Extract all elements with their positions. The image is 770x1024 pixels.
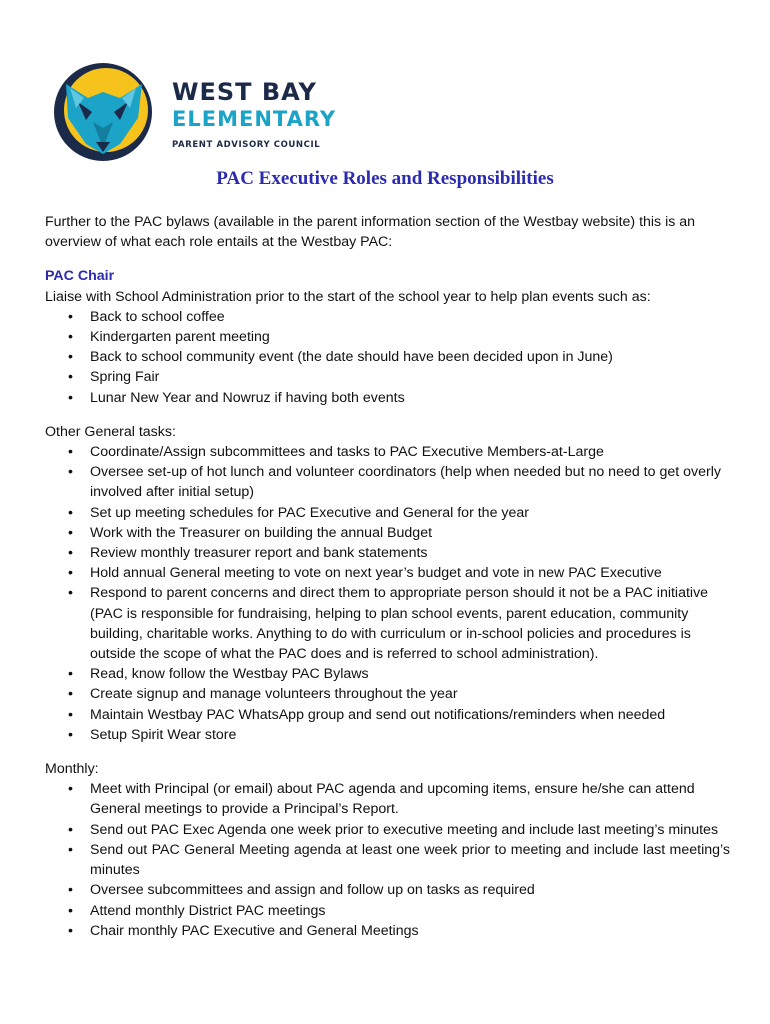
wolf-emblem-icon xyxy=(48,62,158,162)
logo-wordmark xyxy=(172,78,362,152)
list-item: • Attend monthly District PAC meetings xyxy=(90,901,730,921)
monthly-list xyxy=(45,779,730,941)
list-item: • Lunar New Year and Nowruz if having both events xyxy=(90,388,730,408)
list-item: • Coordinate/Assign subcommittees and tasks to PAC Executive Members-at-Large xyxy=(90,442,730,462)
list-item: • Maintain Westbay PAC WhatsApp group and send out notifications/reminders when needed xyxy=(90,705,730,725)
school-logo xyxy=(48,62,348,162)
list-item: • Review monthly treasurer report and bank statements xyxy=(90,543,730,563)
list-item: • Send out PAC Exec Agenda one week prior to executive meeting and include last meeting’s minutes xyxy=(90,820,730,840)
list-item: • Back to school coffee xyxy=(90,307,730,327)
pac-chair-events-list xyxy=(45,307,730,408)
list-item: • Meet with Principal (or email) about PAC agenda and upcoming items, ensure he/she can attend General meetings to provide a Principal’s Report. xyxy=(90,779,730,819)
list-item: • Oversee set-up of hot lunch and volunteer coordinators (help when needed but no need to get overly involved after initial setup) xyxy=(90,462,730,502)
list-item: • Back to school community event (the date should have been decided upon in June) xyxy=(90,347,730,367)
list-item: • Oversee subcommittees and assign and follow up on tasks as required xyxy=(90,880,730,900)
general-tasks-list xyxy=(45,442,730,745)
intro-paragraph: Further to the PAC bylaws (available in the parent information section of the Westbay website) this is an overview of what each role entails at the Westbay PAC: xyxy=(45,214,696,251)
page-title: PAC Executive Roles and Responsibilities xyxy=(216,168,554,189)
list-item: • Hold annual General meeting to vote on next year’s budget and vote in new PAC Executive xyxy=(90,563,730,583)
list-item: • Work with the Treasurer on building the annual Budget xyxy=(90,523,730,543)
monthly-lead: Monthly: xyxy=(45,761,99,778)
list-item: • Send out PAC General Meeting agenda at least one week prior to meeting and include last meeting’s minutes xyxy=(90,840,730,880)
list-item: • Respond to parent concerns and direct them to appropriate person should it not be a PAC initiative (PAC is responsible for fundraising, helping to plan school events, parent education, community building, charitable works. Anything to do with curriculum or in-school policies and procedures is outside the scope of what the PAC does and is referred to school administration). xyxy=(90,583,730,664)
pac-chair-lead: Liaise with School Administration prior to the start of the school year to help plan events such as: xyxy=(45,288,651,305)
document-body xyxy=(45,212,730,955)
logo-name-line1: WEST BAY xyxy=(172,78,317,106)
list-item: • Create signup and manage volunteers throughout the year xyxy=(90,684,730,704)
list-item: • Read, know follow the Westbay PAC Bylaws xyxy=(90,664,730,684)
list-item: • Kindergarten parent meeting xyxy=(90,327,730,347)
general-tasks-lead: Other General tasks: xyxy=(45,423,176,440)
list-item: • Spring Fair xyxy=(90,367,730,387)
logo-name-line2: ELEMENTARY xyxy=(172,107,337,131)
section-heading-pac-chair: PAC Chair xyxy=(45,268,115,285)
list-item: • Set up meeting schedules for PAC Executive and General for the year xyxy=(90,503,730,523)
logo-tagline: PARENT ADVISORY COUNCIL xyxy=(172,140,321,150)
list-item: • Chair monthly PAC Executive and General Meetings xyxy=(90,921,730,941)
list-item: • Setup Spirit Wear store xyxy=(90,725,730,745)
